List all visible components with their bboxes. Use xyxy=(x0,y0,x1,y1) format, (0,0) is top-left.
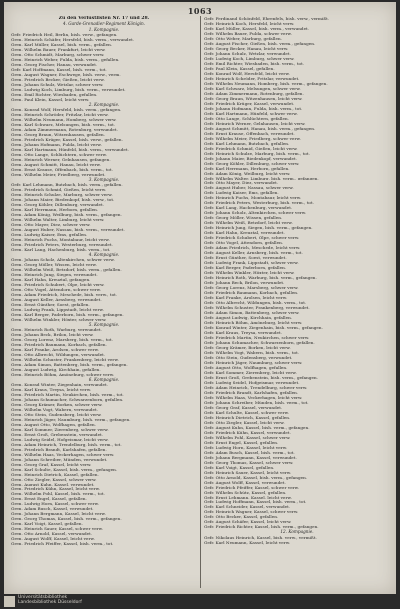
list-item: Gefr. Friedrich Schubert, Olpe, schwer verw. xyxy=(204,235,300,241)
list-item: Gren. Heinrich Fuchs, Montabaur, leicht verw. xyxy=(11,236,110,242)
list-item: Gren. Heinrich Roth, Warburg, verwundet. xyxy=(11,326,102,332)
list-item: Gren. Friedrich Martin, Neukirchen, bish. verm., tot. xyxy=(11,391,124,397)
list-item: Gren. Emil Richter, Wiesbaden, gefallen. xyxy=(11,91,98,97)
list-item: Gren. Georg Thomas, Kassel, bish. verm., gefangen. xyxy=(11,516,122,522)
list-item: Gren. Karl Berger, Paderborn, bish. verm., gefangen. xyxy=(11,311,124,317)
list-item: Gefr. Heinrich Sauer, Kassel, leicht verw. xyxy=(204,469,292,475)
list-item: Gefr. Ernst Groß, Grebenstein, bish. verm., gefangen. xyxy=(204,374,319,380)
list-item: Gren. Friedrich Kühn, Kassel, leicht verw. xyxy=(11,486,101,492)
list-item: Gren. Adam König, Weilburg, bish. verm., gefangen. xyxy=(11,211,122,217)
list-item: Gren. August Schmitt, Hanau, leicht verw. xyxy=(11,161,101,167)
list-item: Gefr. Adam König, Weilburg, leicht verw. xyxy=(204,170,291,176)
list-item: Gefr. Ludwig Kaiser, Ems, gefallen. xyxy=(204,190,279,196)
list-item: Gren. Johann Bergmann, Kassel, leicht verw. xyxy=(11,511,106,517)
list-item: Gren. August Huber, Nassau, bish. verm., verwundet. xyxy=(11,226,125,232)
list-item: Gefr. Heinrich Schröder, Fritzlar, verwundet. xyxy=(204,75,300,81)
left-entry-list xyxy=(11,27,197,547)
list-item: Gefr. Karl Kraus, Treysa, verwundet. xyxy=(204,330,283,335)
list-item: Gren. Ernst Günther, Soest, gefallen. xyxy=(11,301,90,307)
list-item: Gren. Konrad Winter, Ziegenhain, verwundet. xyxy=(11,381,109,387)
list-item: Gefr. Emil Richter, Wiesbaden, bish. verm., tot. xyxy=(204,60,305,66)
list-item: Gefr. August Fischer, Gießen, bish. verm., gefangen. xyxy=(204,40,316,46)
list-item: Gren. Wilhelm Walter, Limburg, leicht verw. xyxy=(11,216,105,222)
list-item: Gren. Georg Braun, Witzenhausen, gefallen. xyxy=(11,131,106,137)
list-item: Gefr. Wilhelm Vogt, Wabern, bish. verm., tot. xyxy=(204,349,300,355)
list-item: Gefr. Georg Möller, Wissen, gefallen. xyxy=(204,215,283,221)
list-item: Gefr. Georg Lorenz, Marsberg, schwer verw. xyxy=(204,285,299,291)
list-item: Gren. Wilhelm Winkler, Höxter, schwer verw. xyxy=(11,316,107,322)
list-item: Gren. Ludwig Frank, Lippstadt, leicht verw. xyxy=(11,306,104,312)
list-item: Gefr. Johann Schreiber, Münden, bish. verm., tot. xyxy=(204,399,309,405)
list-item: Gren. Johann Beck, Brilon, leicht verw. xyxy=(11,331,94,337)
list-item: Gren. Johann Schreiber, Münden, verwundet. xyxy=(11,456,108,462)
list-item: Gren. Otto Stein, Gudensberg, leicht verw. xyxy=(11,411,102,417)
list-item: Gefr. Adam Heinrich, Trendelburg, schwer verw. xyxy=(204,384,308,390)
list-item: Gefr. Ludwig Frank, Lippstadt, schwer verw. xyxy=(204,260,299,266)
list-item: Gefr. Johann Hofmann, Fulda, bish. verm., tot. xyxy=(204,105,303,111)
list-item: Gefr. Ludwig Horn, Kassel, leicht verw. xyxy=(204,444,288,450)
list-item: Gren. Ernst Krause, Offenbach, bish. verm., tot. xyxy=(11,166,113,172)
list-item: Gefr. Karl Sommer, Zierenberg, leicht verw. xyxy=(204,369,297,375)
list-item: Gefr. Heinrich Werner, Gelnhausen, leicht verw. xyxy=(204,120,306,126)
list-item: Gren. Friedrich Schmid, Gießen, leicht verw. xyxy=(11,186,107,192)
list-item: Gefr. Ernst Lehmann, Kassel, leicht verw. xyxy=(204,494,292,500)
list-item: Gren. Heinrich Werner, Gelnhausen, gefangen. xyxy=(11,156,111,162)
list-item: Gefr. Heinrich Roth, Warburg, bish. verm., gefangen. xyxy=(204,275,317,281)
list-item: Gefr. Heinrich Schulze, Marburg, bish. verm., tot. xyxy=(204,150,310,156)
list-item: Gefr. August Huber, Nassau, schwer verw. xyxy=(204,185,294,191)
list-item: Gefr. August Ludwig, Kirchhain, gefallen. xyxy=(204,315,293,321)
list-item: Gren. Friedrich Peters, Westerburg, verwundet. xyxy=(11,241,113,247)
list-item: Gren. Otto Arnold, Kassel, verwundet. xyxy=(11,531,93,537)
company-heading: 2. Kompagnie. xyxy=(88,101,120,107)
list-item: Gren. Georg Fischer, Hanau, verwundet. xyxy=(11,61,98,67)
list-item: Gren. Ludwig Kaiser, Ems, gefallen. xyxy=(11,231,88,237)
list-item: Gefr. Karl Berger, Paderborn, gefallen. xyxy=(204,265,287,271)
list-item: Gefr. Otto Vogel, Attendorn, gefallen. xyxy=(204,240,284,246)
list-item: Gefr. Karl Lang, Hachenburg, verwundet. xyxy=(204,205,293,211)
list-item: Gren. Heinrich Jung, Siegen, verwundet. xyxy=(11,271,98,277)
list-item: Gefr. Otto Arnold, Kassel, bish. verm., gefangen. xyxy=(204,474,308,480)
list-item: Gren. Heinrich Sauer, Kassel, schwer verw. xyxy=(11,526,104,532)
company-heading: 4. Kompagnie. xyxy=(88,251,120,257)
document-page xyxy=(4,2,396,594)
list-item: Gren. Johann Maier, Biedenkopf, bish. verw., tot. xyxy=(11,196,115,202)
list-item: Gefr. Heinrich Jäger, Naumburg, schwer verw. xyxy=(204,359,303,365)
company-heading: 6. Kompagnie. xyxy=(88,376,120,382)
list-item: Gren. Karl Schulte, Kassel, bish. verm., gefangen. xyxy=(11,466,118,472)
list-item: Gefr. Johann Maier, Biedenkopf, verwundet. xyxy=(204,155,298,161)
list-item: Gefr. Otto Weber, Marburg, gefallen. xyxy=(204,35,282,41)
list-item: Gefr. Friedrich Richter, Kassel, bish. verm., gefangen. xyxy=(204,524,319,530)
footer-line-1: Universitätsbibliothek xyxy=(18,595,68,600)
list-item: Gren. Karl Herrmann, Herborn, gefallen. xyxy=(11,206,99,212)
list-item: Gefr. Heinrich Dietrich, Kassel, gefallen. xyxy=(204,414,291,420)
list-item: Gefr. Konrad Wolf, Hersfeld, leicht verw. xyxy=(204,70,290,76)
list-item: Gefr. Karl Hartmann, Hünfeld, schwer verw. xyxy=(204,110,298,116)
list-item: Gren. Georg Möller, Wissen, leicht verw. xyxy=(11,261,97,267)
list-item: Gefr. Wilhelm Walter, Limburg, bish. verm., gefangen. xyxy=(204,175,319,181)
list-item: Gren. Adam Busch, Kassel, verwundet. xyxy=(11,506,94,512)
list-item: Gefr. Karl Müller, Kassel, bish. verm., verwundet. xyxy=(204,25,310,31)
list-item: Gefr. Johann Beck, Brilon, verwundet. xyxy=(204,280,285,286)
list-item: Gefr. Paul Klein, Kassel, gefallen. xyxy=(204,65,275,71)
list-item: Gren. Karl Voigt, Kassel, gefallen. xyxy=(11,521,83,527)
list-item: Gren. Karl Schwarz, Melsungen, bish. verm., tot. xyxy=(11,121,116,127)
list-item: Gefr. Karl Voigt, Kassel, gefallen. xyxy=(204,464,275,470)
list-item: Gefr. Otto Lange, Schlüchtern, gefallen. xyxy=(204,115,290,121)
list-item: Gren. Otto Vogel, Attendorn, schwer verw. xyxy=(11,286,102,292)
list-item: Gefr. Georg Graf, Kassel, verwundet. xyxy=(204,404,283,410)
list-item: Gren. Adam Heinrich, Trendelburg, bish. verm., tot. xyxy=(11,441,122,447)
list-item: Gefr. Karl Neumann, Kassel, leicht verw. xyxy=(204,539,291,545)
list-item: Gren. Heinrich Dietrich, Kassel, gefallen. xyxy=(11,471,99,477)
list-item: Gren. Ernst Groß, Grebenstein, verwundet. xyxy=(11,431,104,437)
list-item: Gren. Johann Schulz, Wetzlar, schwer verw. xyxy=(11,81,104,87)
list-item: Gefr. Friedrich Brandt, Karlshafen, gefallen. xyxy=(204,389,299,395)
list-item: Gefr. August Keller, Arnsberg, bish. verm., tot. xyxy=(204,250,303,256)
list-item: Gren. Heinrich Schulze, Marburg, schwer verw. xyxy=(11,191,113,197)
list-item: Gefr. Wilhelm Meier, Friedberg, schwer verw. xyxy=(204,135,301,141)
footer-line-2: Landesbibliothek Düsseldorf xyxy=(18,600,82,606)
list-item: Gefr. Nikolaus Heinrich, Kassel, bish. verw., vermißt. xyxy=(204,534,317,540)
list-item: Gefr. August Wolff, Kassel, verwundet. xyxy=(204,479,286,485)
list-item: Gren. Johann Scholz, Altenkirchen, schwer verw. xyxy=(11,256,115,262)
list-item: Gren. Karl Hahn, Kreuztal, gefangen. xyxy=(11,276,91,282)
list-item: Gren. Georg Köhler, Dillenburg, verwundet. xyxy=(11,201,105,207)
list-item: Gefr. Karl Franke, Arolsen, leicht verw. xyxy=(204,295,288,301)
footer-credit xyxy=(18,595,82,606)
list-item: Gren. Wilhelm Haas, Veckerhagen, schwer verw. xyxy=(11,451,115,457)
list-item: Gefr. Friedrich Peters, Westerburg, bish. verm., tot. xyxy=(204,200,314,206)
list-item: Gren. Adam Friedrich, Meschede, bish. verw., tot. xyxy=(11,291,118,297)
list-item: Gren. Heinrich Schäfer, Hersfeld, bish. verm., verwundet. xyxy=(11,36,135,42)
list-item: Gefr. Karl Schulte, Kassel, schwer verw. xyxy=(204,409,289,415)
list-item: Gefr. August Otto, Wolfhagen, gefallen. xyxy=(204,364,288,370)
list-item: Gren. Karl Kraus, Treysa, leicht verw. xyxy=(11,386,92,392)
list-item: Gefr. Konrad Winter, Ziegenhain, bish. verm., gefangen. xyxy=(204,325,323,331)
list-item: Gefr. Karl Herrmann, Herborn, gefallen. xyxy=(204,165,290,171)
list-item: Gefr. Ludwig Koch, Limburg, schwer verw. xyxy=(204,55,295,61)
list-item: Gren. Adam Zimmermann, Rotenburg, verwundet. xyxy=(11,126,118,132)
list-item: Gefr. Ernst Günther, Soest, verwundet. xyxy=(204,255,287,261)
list-item: Gefr. Wilhelm Weiß, Betzdorf, leicht verw. xyxy=(204,220,293,226)
list-item: Gren. Konrad Wolf, Hersfeld, bish. verm., gefangen. xyxy=(11,106,122,112)
list-item: Gren. Wilhelm Meier, Friedberg, verwundet. xyxy=(11,171,106,177)
list-item: Gren. Ludwig Seidel, Hofgeismar, leicht verw. xyxy=(11,436,109,442)
list-item: Gefr. Johann Scholz, Altenkirchen, schwer verw. xyxy=(204,210,307,216)
list-item: Gren. Friedrich Becker, Gießen, leicht verw. xyxy=(11,76,105,82)
list-item: Gefr. Georg Köhler, Dillenburg, schwer verw. xyxy=(204,160,300,166)
list-item: Gefr. Georg Braun, Witzenhausen, leicht verw. xyxy=(204,95,303,101)
list-item: Gefr. Karl Schneider, Kassel, verwundet. xyxy=(204,504,291,510)
list-item: Gren. Wilhelm Neumann, Homberg, schwer verw. xyxy=(11,116,117,122)
company-heading: 12. Kompagnie. xyxy=(280,529,314,535)
library-logo-icon xyxy=(4,596,15,607)
company-heading: 5. Kompagnie. xyxy=(88,321,120,327)
list-item: Gefr. Otto Becker, Kassel, gefallen. xyxy=(204,514,279,520)
list-item: Gren. Otto Ziegler, Kassel, schwer verw. xyxy=(11,476,97,482)
list-item: Gren. Heinrich Schröder, Fritzlar, leicht verw. xyxy=(11,111,109,117)
list-item: Gren. Ludwig Koch, Limburg, bish. verm., verwundet. xyxy=(11,86,126,92)
list-item: Gefr. Ernst Engel, Kassel, gefallen. xyxy=(204,439,279,445)
list-item: Gefr. Otto Ziegler, Kassel, leicht verw. xyxy=(204,419,285,425)
right-column xyxy=(204,16,390,545)
list-item: Gefr. Johann Schumacher, Schwarzenborn, gefallen. xyxy=(204,339,315,345)
list-item: Gefr. Friedrich Kühn, Kassel, verwundet. xyxy=(204,429,291,435)
list-item: Gefr. Karl Schwarz, Melsungen, schwer verw. xyxy=(204,85,301,91)
list-item: Gefr. Johann Bergmann, Kassel, verwundet. xyxy=(204,454,297,460)
list-item: Gefr. Heinrich Jung, Siegen, bish. verm., gefangen. xyxy=(204,225,313,231)
list-item: Gefr. August Schmitt, Hanau, bish. verm., gefangen. xyxy=(204,125,316,131)
list-item: Gren. Karl Sommer, Zierenberg, schwer verw. xyxy=(11,426,109,432)
list-item: Gren. Friedrich Schubert, Olpe, leicht verw. xyxy=(11,281,105,287)
list-item: Gren. Friedrich Pfeiffer, Kassel, bish. verm., tot. xyxy=(11,541,114,547)
list-item: Gren. Friedrich Krüger, Kassel, bish. verw., gefallen. xyxy=(11,136,123,142)
regiment-heading: 4. Garde-Grenadier-Regiment Königin. xyxy=(62,21,146,27)
list-item: Gren. Karl Müller, Kassel, bish. verm., gefallen. xyxy=(11,41,113,47)
list-item: Gren. August Kuhn, Kassel, verwundet. xyxy=(11,481,95,487)
list-item: Gefr. Adam Simon, Battenberg, schwer verw. xyxy=(204,310,300,316)
list-item: Gefr. Karl Lehmann, Butzbach, bish. verm., gefallen. xyxy=(11,181,123,187)
list-heading: Zu den Verlustlisten Nr. 17 und 28. xyxy=(58,16,150,21)
list-item: Gefr. Wilhelm Haas, Veckerhagen, leicht verw. xyxy=(204,394,303,400)
list-item: Gren. Georg Krämer, Borken, schwer verw. xyxy=(11,401,103,407)
list-item: Gefr. Johann Schulz, Wetzlar, verwundet. xyxy=(204,50,291,56)
list-item: Gren. Heinrich Weber, Fulda, bish. verm., gefallen. xyxy=(11,56,120,62)
list-item: Gren. Johann Schumacher, Schwarzenborn, gefallen. xyxy=(11,396,124,402)
list-item: Gefr. Friedrich Schmid, Gießen, leicht verw. xyxy=(204,145,298,151)
list-item: Gren. Georg Lorenz, Marsberg, bish. verm., tot. xyxy=(11,336,113,342)
list-item: Gren. August Otto, Wolfhagen, gefallen. xyxy=(11,421,97,427)
list-item: Gefr. Heinrich Koch, Hersfeld, leicht verw. xyxy=(204,20,295,26)
list-item: Gren. Otto Albrecht, Wildungen, verwundet. xyxy=(11,351,106,357)
page-number: 1063 xyxy=(187,6,213,16)
list-item: Gren. Karl Hartmann, Hünfeld, bish. verm., verwundet. xyxy=(11,146,129,152)
list-item: Gren. August Wagner, Eschwege, bish. verw., verm. xyxy=(11,71,121,77)
list-item: Gefr. Adam Busch, Kassel, bish. verm., tot. xyxy=(204,449,295,455)
list-item: Gefr. August Kuhn, Kassel, bish. verm., gefangen. xyxy=(204,424,310,430)
list-item: Gefr. Wilhelm Neumann, Homberg, bish. verm., gefangen. xyxy=(204,80,328,86)
list-item: Gren. Ernst Engel, Kassel, gefallen. xyxy=(11,496,87,502)
company-heading: 3. Kompagnie. xyxy=(88,176,120,182)
list-item: Gren. Heinrich Böhm, Amöneburg, schwer verw. xyxy=(11,371,115,377)
list-item: Gefr. Heinrich Wagner, Kassel, schwer verw. xyxy=(204,509,299,515)
left-column xyxy=(11,16,197,546)
list-item: Gefr. Friedrich Martin, Neukirchen, schwer verw. xyxy=(204,335,310,340)
list-item: Gren. Friedrich Brandt, Karlshafen, gefallen. xyxy=(11,446,107,452)
list-item: Gefr. Wilhelm Schütz, Kassel, gefallen. xyxy=(204,489,287,495)
list-item: Gefr. August Schäfer, Kassel, leicht verw. xyxy=(204,519,292,525)
list-item: Gefr. Georg Thomas, Kassel, schwer verw. xyxy=(204,459,294,465)
list-item: Gren. Wilhelm Vogt, Wabern, verwundet. xyxy=(11,406,98,412)
list-item: Gefr. Ferdinand Schönfeld, Ehrenfels, bish. verw., vermißt. xyxy=(204,16,330,21)
list-item: Gefr. Karl Hoffmann, Kassel, bish. verm., tot. xyxy=(11,66,107,72)
right-entry-list xyxy=(204,16,390,545)
list-item: Gefr. Georg Becker, Hanau, leicht verw. xyxy=(204,45,289,51)
list-item: Gefr. Karl Lehmann, Butzbach, gefallen. xyxy=(204,140,290,146)
list-item: Gren. August Keller, Arnsberg, verwundet. xyxy=(11,296,102,302)
list-item: Gefr. Adam Friedrich, Meschede, leicht verw. xyxy=(204,245,301,251)
list-item: Gren. Friedrich Baumann, Korbach, gefallen. xyxy=(11,341,107,347)
list-item: Gefr. Ludwig Hoffmann, Kassel, bish. verm., tot. xyxy=(204,499,307,505)
list-item: Gren. Johann Hofmann, Fulda, leicht verw. xyxy=(11,141,102,147)
list-item: Gren. Adam Simon, Battenberg, bish. verm., gefangen. xyxy=(11,361,128,367)
list-item: Gren. Heinrich Jäger, Naumburg, bish. verm., gefangen. xyxy=(11,416,131,422)
list-item: Gren. Otto Lange, Schlüchtern, schwer verw. xyxy=(11,151,107,157)
column-divider xyxy=(200,16,201,588)
list-item: Gefr. Friedrich Krüger, Kassel, verwundet. xyxy=(204,100,295,106)
list-item: Gefr. Friedrich Pfeiffer, Kassel, schwer verw. xyxy=(204,484,300,490)
list-item: Gren. Wilhelm Pohl, Kassel, bish. verm., tot. xyxy=(11,491,105,497)
list-item: Gefr. Heinrich Fuchs, Montabaur, leicht verw. xyxy=(204,195,302,201)
list-item: Gefr. Adam Zimmermann, Rotenburg, gefallen. xyxy=(204,90,304,96)
list-item: Gefr. Otto Albrecht, Wildungen, bish. verm., tot. xyxy=(204,300,307,306)
company-heading: 1. Kompagnie. xyxy=(88,26,120,32)
list-item: Gefr. Friedrich Heil, Berlin, bish. verw., gefangen. xyxy=(11,31,118,37)
list-item: Gren. August Ludwig, Kirchhain, gefallen. xyxy=(11,366,101,372)
list-item: Gefr. Friedrich Baumann, Korbach, gefallen. xyxy=(204,290,299,296)
list-item: Gefr. Ludwig Seidel, Hofgeismar, verwundet. xyxy=(204,379,300,385)
list-item: Gren. Ludwig Horn, Kassel, schwer verw. xyxy=(11,501,100,507)
list-item: Gren. Karl Franke, Arolsen, schwer verw. xyxy=(11,346,100,352)
list-item: Gren. Karl Lang, Hachenburg, bish. verm., tot. xyxy=(11,246,111,252)
list-item: Gefr. Otto Mayer, Diez, verwundet. xyxy=(204,180,279,186)
list-item: Gren. Otto Schmidt, Marburg, schwer verw. xyxy=(11,51,105,57)
list-item: Gefr. Otto Stein, Gudensberg, verwundet. xyxy=(204,354,293,360)
list-item: Gefr. Wilhelm Bauer, Fulda, schwer verw. xyxy=(204,30,292,36)
list-item: Gefr. Georg Krämer, Borken, leicht verw. xyxy=(204,344,291,350)
list-item: Gren. Wilhelm Bauer, Frankfurt, leicht verw. xyxy=(11,46,106,52)
list-item: Gren. Wilhelm Schuster, Frankenberg, leicht verw. xyxy=(11,356,119,362)
list-item: Gefr. Wilhelm Schuster, Frankenberg, verwundet. xyxy=(204,305,310,311)
list-item: Gren. Otto Mayer, Diez, schwer verw. xyxy=(11,221,91,227)
list-item: Gren. August Wolff, Kassel, leicht verw. xyxy=(11,536,95,542)
list-item: Gren. Paul Klein, Kassel, leicht verw. xyxy=(11,96,90,102)
list-item: Gren. Georg Graf, Kassel, leicht verw. xyxy=(11,461,92,467)
list-item: Gefr. Wilhelm Pohl, Kassel, schwer verw. xyxy=(204,434,291,440)
list-item: Gefr. Ernst Krause, Offenbach, verwundet. xyxy=(204,130,295,136)
list-item: Gefr. Wilhelm Winkler, Höxter, leicht verw. xyxy=(204,270,295,276)
list-item: Gren. Wilhelm Weiß, Betzdorf, bish. verm., gefallen. xyxy=(11,266,122,272)
list-item: Gefr. Heinrich Böhm, Amöneburg, leicht verw. xyxy=(204,320,303,326)
list-item: Gefr. Karl Hahn, Kreuztal, verwundet. xyxy=(204,230,285,236)
